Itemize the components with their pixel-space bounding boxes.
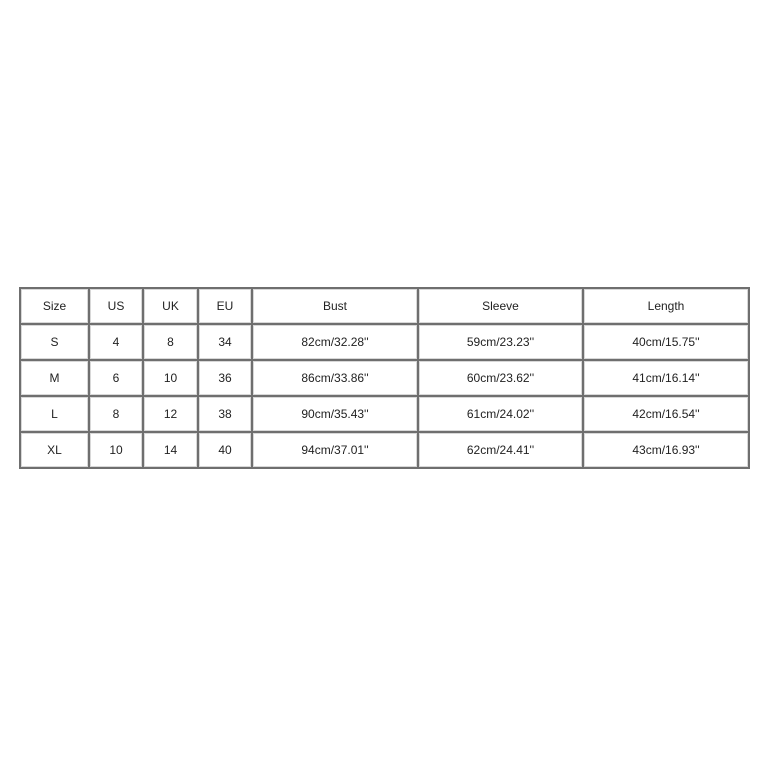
cell-us: 8 xyxy=(89,396,143,432)
cell-bust: 86cm/33.86'' xyxy=(252,360,418,396)
cell-us: 10 xyxy=(89,432,143,468)
header-uk: UK xyxy=(143,288,198,324)
header-length: Length xyxy=(583,288,749,324)
header-bust: Bust xyxy=(252,288,418,324)
cell-sleeve: 59cm/23.23'' xyxy=(418,324,583,360)
table-row xyxy=(20,324,749,360)
cell-bust: 90cm/35.43'' xyxy=(252,396,418,432)
cell-eu: 36 xyxy=(198,360,252,396)
cell-us: 6 xyxy=(89,360,143,396)
header-sleeve: Sleeve xyxy=(418,288,583,324)
cell-size: L xyxy=(20,396,89,432)
table-row xyxy=(20,396,749,432)
cell-eu: 40 xyxy=(198,432,252,468)
cell-sleeve: 62cm/24.41'' xyxy=(418,432,583,468)
cell-length: 40cm/15.75'' xyxy=(583,324,749,360)
cell-uk: 14 xyxy=(143,432,198,468)
cell-eu: 34 xyxy=(198,324,252,360)
cell-uk: 10 xyxy=(143,360,198,396)
cell-length: 42cm/16.54'' xyxy=(583,396,749,432)
cell-us: 4 xyxy=(89,324,143,360)
cell-eu: 38 xyxy=(198,396,252,432)
cell-uk: 12 xyxy=(143,396,198,432)
cell-bust: 82cm/32.28'' xyxy=(252,324,418,360)
cell-size: S xyxy=(20,324,89,360)
header-us: US xyxy=(89,288,143,324)
table-row xyxy=(20,360,749,396)
table-header-row xyxy=(20,288,749,324)
size-chart-table xyxy=(19,287,750,469)
cell-size: M xyxy=(20,360,89,396)
cell-sleeve: 61cm/24.02'' xyxy=(418,396,583,432)
cell-length: 41cm/16.14'' xyxy=(583,360,749,396)
cell-length: 43cm/16.93'' xyxy=(583,432,749,468)
table-row xyxy=(20,432,749,468)
cell-sleeve: 60cm/23.62'' xyxy=(418,360,583,396)
header-size: Size xyxy=(20,288,89,324)
header-eu: EU xyxy=(198,288,252,324)
cell-size: XL xyxy=(20,432,89,468)
cell-bust: 94cm/37.01'' xyxy=(252,432,418,468)
cell-uk: 8 xyxy=(143,324,198,360)
